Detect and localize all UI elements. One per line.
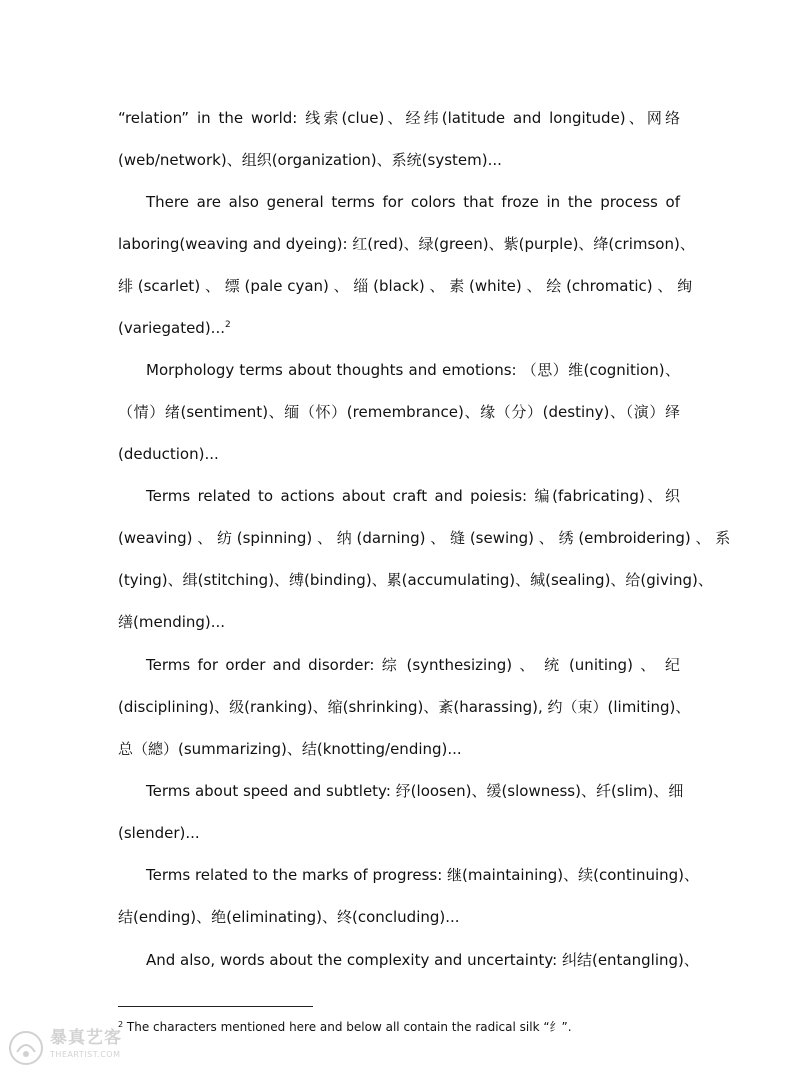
paragraph-2-line-4 — [118, 318, 680, 338]
footnote-marker: 2 — [118, 1020, 124, 1029]
paragraph-4-line-4: 缮(mending)... — [118, 613, 226, 631]
watermark-text: 暴真艺客 — [50, 1028, 122, 1048]
paragraph-5-line-1: Terms for order and disorder: 综 (synthesizing) 、 统 (uniting) 、 纪 — [146, 656, 680, 674]
paragraph-7-line-2: 结(ending)、绝(eliminating)、终(concluding)... — [118, 908, 460, 926]
paragraph-2-line-4-text: (variegated)... — [118, 319, 225, 337]
footnote — [118, 1019, 572, 1035]
paragraph-7-line-1: Terms related to the marks of progress: 继(maintaining)、续(continuing)、 — [146, 866, 700, 884]
paragraph-2-line-1: There are also general terms for colors that froze in the process of — [146, 193, 680, 211]
paragraph-3-line-2: （情）绪(sentiment)、缅（怀）(remembrance)、缘（分）(destiny)、（演）绎 — [118, 403, 680, 421]
watermark-logo-icon — [8, 1030, 44, 1066]
paragraph-5-line-2: (disciplining)、级(ranking)、缩(shrinking)、紊(harassing), 约（束）(limiting)、 — [118, 698, 691, 716]
watermark — [6, 1026, 136, 1070]
paragraph-2-line-3: 绯 (scarlet) 、 缥 (pale cyan) 、 缁 (black) 、 素 (white) 、 绘 (chromatic) 、 绚 — [118, 277, 693, 295]
footnote-reference[interactable]: 2 — [225, 320, 231, 330]
footnote-text: The characters mentioned here and below all contain the radical silk “纟”. — [126, 1020, 572, 1034]
paragraph-3-line-3: (deduction)... — [118, 445, 219, 463]
paragraph-6-line-2: (slender)... — [118, 824, 200, 842]
paragraph-4-line-3: (tying)、缉(stitching)、缚(binding)、累(accumulating)、缄(sealing)、给(giving)、 — [118, 571, 713, 589]
paragraph-1-line-1: “relation” in the world: 线索(clue)、经纬(latitude and longitude)、网络 — [118, 109, 680, 127]
paragraph-1-line-2: (web/network)、组织(organization)、系统(system)... — [118, 151, 502, 169]
paragraph-3-line-1: Morphology terms about thoughts and emotions: （思）维(cognition)、 — [146, 361, 680, 379]
paragraph-5-line-3: 总（總）(summarizing)、结(knotting/ending)... — [118, 740, 462, 758]
paragraph-4-line-1: Terms related to actions about craft and poiesis: 编(fabricating)、织 — [146, 487, 680, 505]
footnote-separator — [118, 1006, 313, 1007]
watermark-subtext: THEARTIST.COM — [50, 1050, 121, 1059]
paragraph-2-line-2: laboring(weaving and dyeing): 红(red)、绿(green)、紫(purple)、绛(crimson)、 — [118, 235, 695, 253]
paragraph-6-line-1: Terms about speed and subtlety: 纾(loosen)、缓(slowness)、纤(slim)、细 — [146, 782, 684, 800]
paragraph-8-line-1: And also, words about the complexity and uncertainty: 纠结(entangling)、 — [146, 951, 699, 969]
paragraph-4-line-2: (weaving) 、 纺 (spinning) 、 纳 (darning) 、 缝 (sewing) 、 绣 (embroidering) 、 系 — [118, 529, 731, 547]
